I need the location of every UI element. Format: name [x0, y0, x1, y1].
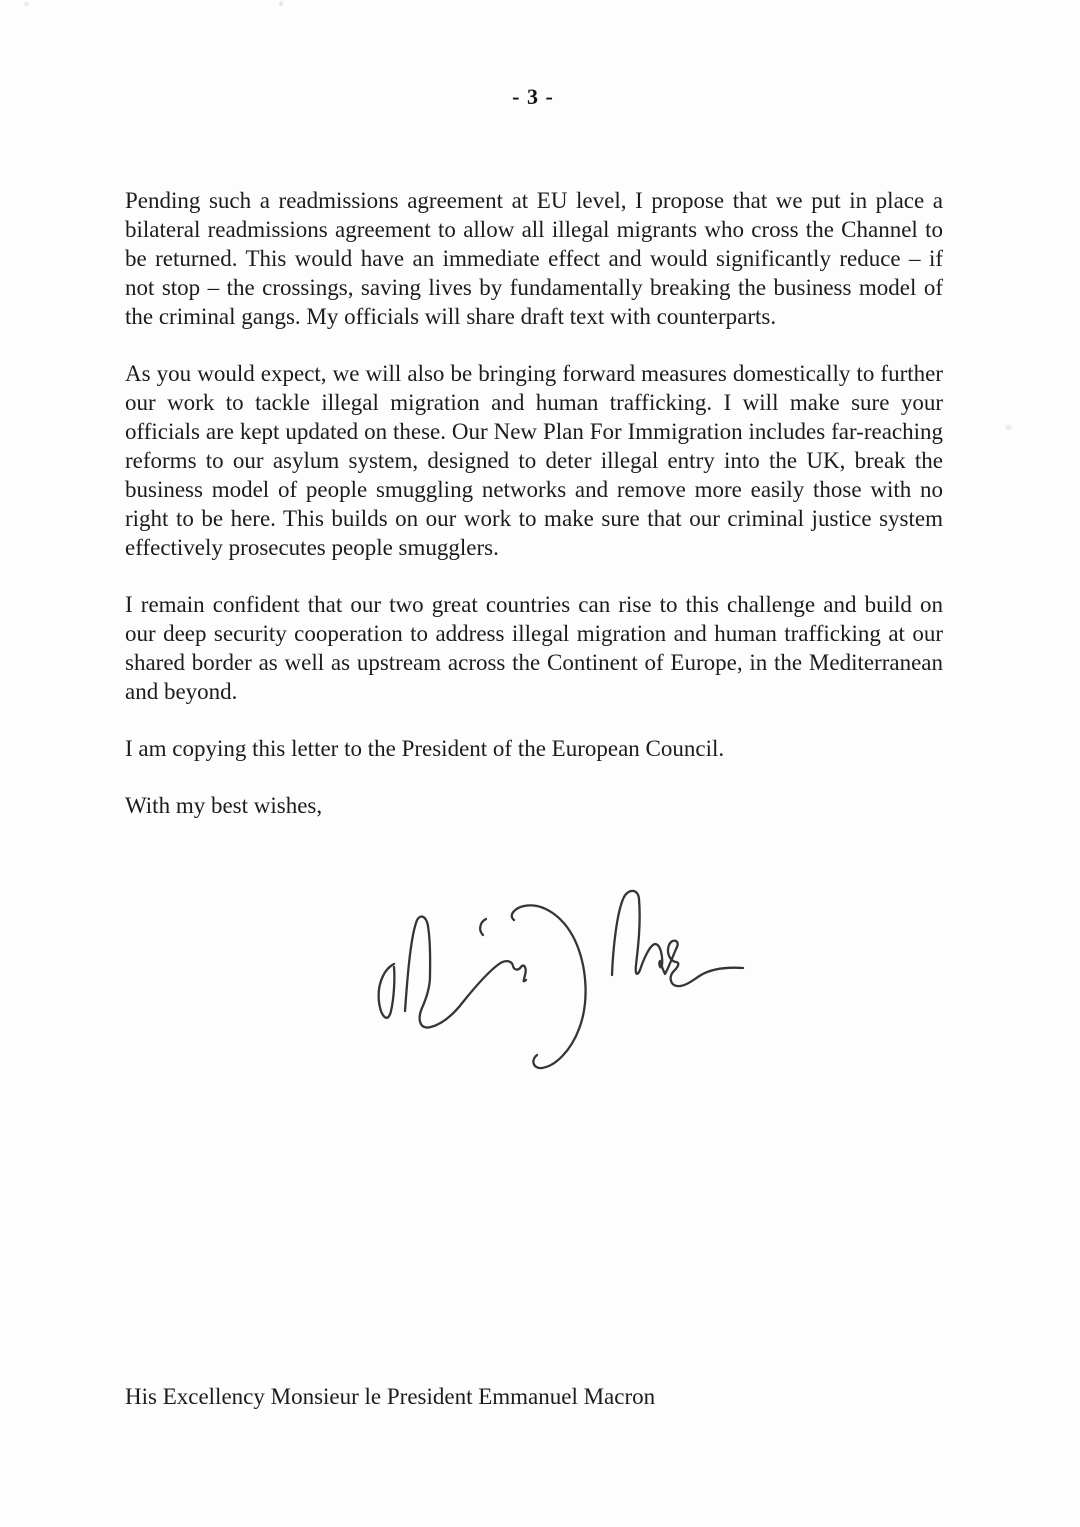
signature-icon — [372, 883, 752, 1078]
letter-body — [125, 186, 943, 820]
signature-stroke — [512, 905, 586, 1068]
page-number: - 3 - — [512, 84, 554, 109]
signature-stroke — [405, 917, 526, 1028]
letter-paragraph-domestic-measures: As you would expect, we will also be bringing forward measures domestically to further our work to tackle illegal migration and human trafficking. I will make sure your officials are kept updated on these. Our New Plan For Immigration includes far-reaching reforms to our asylum system, designed to deter illegal entry into the UK, break the business model of people smuggling networks and remove more easily those with no right to be here. This builds on our work to make sure that our criminal justice system effectively prosecutes people smugglers. — [125, 361, 943, 560]
handwritten-signature — [372, 883, 752, 1078]
addressee-line: His Excellency Monsieur le President Emmanuel Macron — [125, 1384, 656, 1409]
letter-closing: With my best wishes, — [125, 793, 323, 818]
scan-artifact — [1005, 425, 1012, 430]
signature-stroke — [379, 964, 395, 1018]
letter-paragraph-confidence: I remain confident that our two great countries can rise to this challenge and build on our deep security cooperation to address illegal migration and human trafficking at our shared border as well as upstream across the Continent of Europe, in the Mediterranean and beyond. — [125, 592, 943, 704]
letter-paragraph-readmissions: Pending such a readmissions agreement at EU level, I propose that we put in place a bilateral readmissions agreement to allow all illegal migrants who cross the Channel to be returned. This would have an immediate effect and would significantly reduce – if not stop – the crossings, saving lives by fundamentally breaking the business model of the criminal gangs. My officials will share draft text with counterparts. — [125, 188, 943, 329]
scan-artifact — [24, 2, 29, 6]
scan-artifact — [279, 1, 283, 6]
letter-paragraph-copy-notice: I am copying this letter to the President of the European Council. — [125, 736, 725, 761]
signature-stroke — [612, 891, 743, 986]
signature-stroke — [480, 919, 486, 935]
